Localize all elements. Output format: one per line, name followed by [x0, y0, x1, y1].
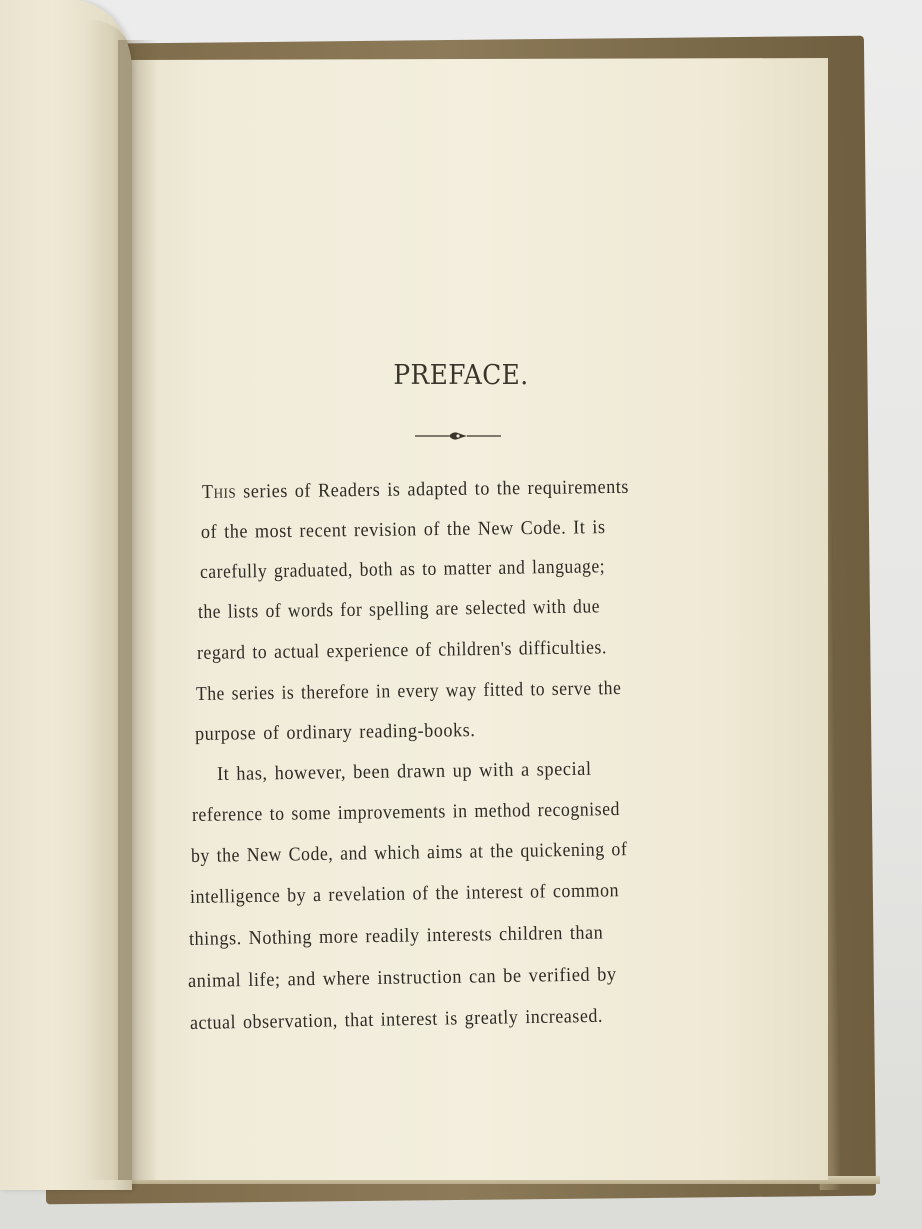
lead-word: This	[201, 481, 237, 503]
line-text: series of Readers is adapted to the requirements	[236, 476, 630, 503]
text-line: actual observation, that interest is greatly increased.	[189, 1005, 604, 1034]
page-title: PREFACE.	[393, 360, 529, 391]
text-line: of the most recent revision of the New Code. It is	[200, 517, 606, 543]
text-line: The series is therefore in every way fitted to serve the	[195, 678, 622, 705]
text-line: animal life; and where instruction can be verified by	[187, 964, 617, 992]
text-line: intelligence by a revelation of the interest of common	[189, 880, 620, 908]
text-line	[202, 477, 629, 504]
text-line: things. Nothing more readily interests children than	[188, 922, 604, 950]
text-line: reference to some improvements in method recognised	[191, 799, 621, 826]
text-line: It has, however, been drawn up with a special	[216, 758, 592, 785]
text-line: purpose of ordinary reading-books.	[194, 720, 476, 745]
text-line: regard to actual experience of children's difficulties.	[196, 637, 607, 664]
text-line: by the New Code, and which aims at the quickening of	[190, 839, 628, 867]
text-line: the lists of words for spelling are selected with due	[197, 596, 601, 623]
text-line: carefully graduated, both as to matter and language;	[199, 556, 606, 583]
